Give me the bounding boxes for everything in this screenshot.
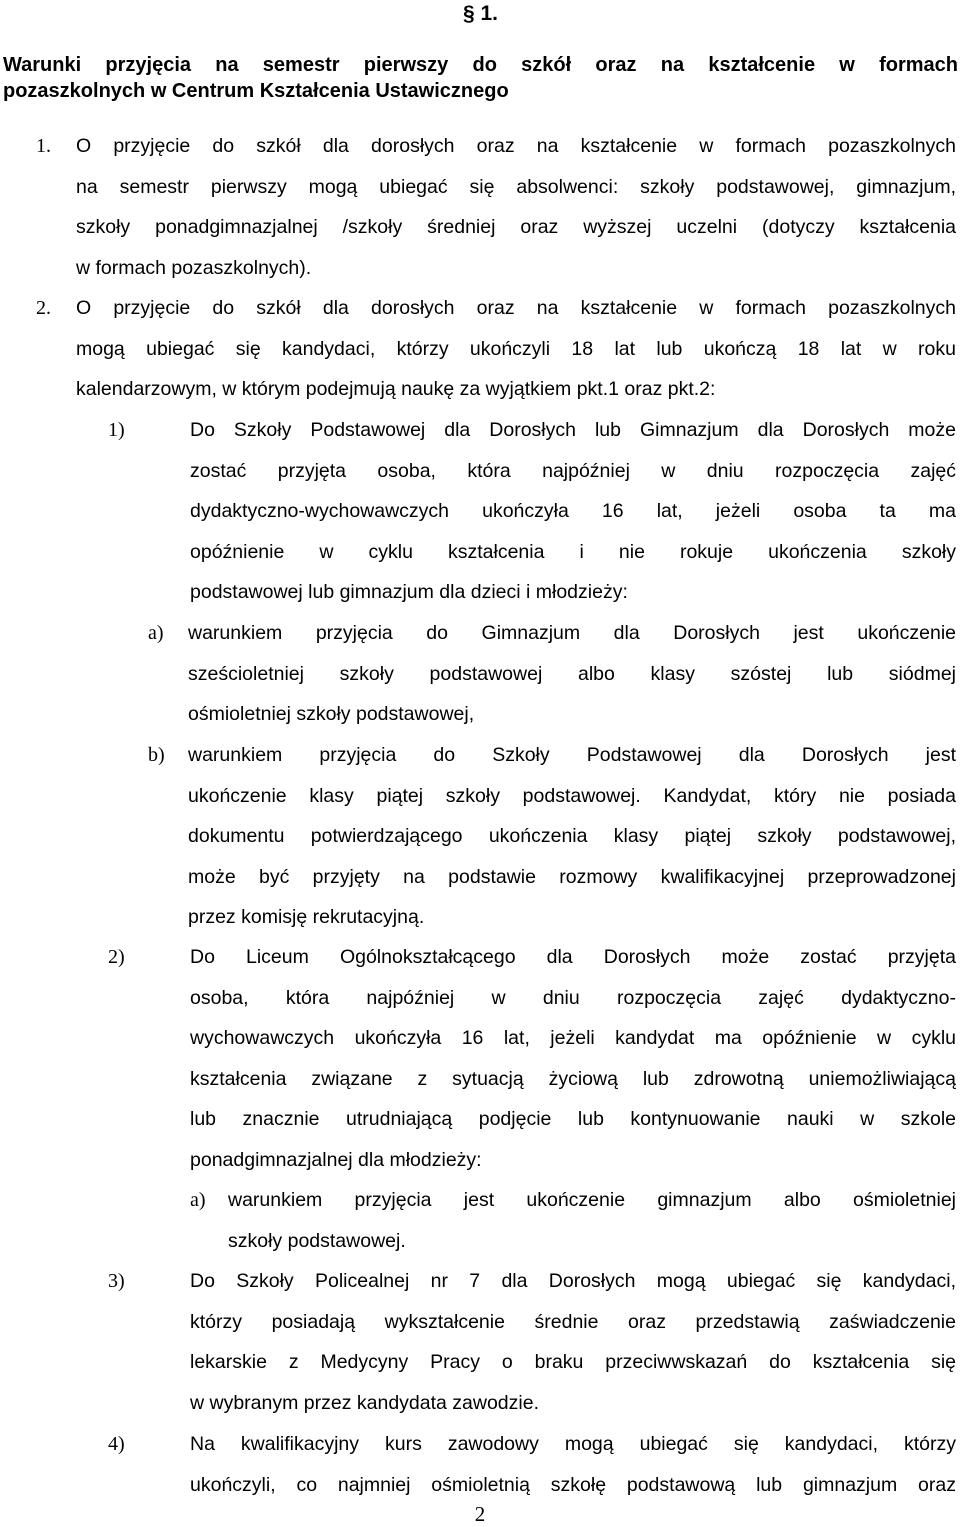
paragraph-line: sześcioletniej szkoły podstawowej albo klasy szóstej lub siódmej [188, 662, 956, 685]
paragraph-line: w formach pozaszkolnych). [76, 256, 312, 279]
paragraph-line: opóźnienie w cyklu kształcenia i nie rokuje ukończenia szkoły [190, 540, 956, 563]
heading-line: pozaszkolnych w Centrum Kształcenia Ustawicznego [3, 80, 509, 102]
paragraph-line: Na kwalifikacyjny kurs zawodowy mogą ubiegać się kandydaci, którzy [190, 1433, 956, 1455]
section-number: § 1. [462, 2, 498, 25]
paragraph-line: Do Liceum Ogólnokształcącego dla Dorosłych może zostać przyjęta [190, 946, 956, 968]
paragraph-line: O przyjęcie do szkół dla dorosłych oraz na kształcenie w formach pozaszkolnych [76, 135, 956, 157]
list-marker: 4) [108, 1433, 125, 1455]
paragraph-line: ukończenie klasy piątej szkoły podstawowej. Kandydat, który nie posiada [188, 784, 956, 807]
paragraph-line: może być przyjęty na podstawie rozmowy kwalifikacyjnej przeprowadzonej [188, 865, 956, 888]
list-marker: b) [148, 744, 165, 766]
heading-line: Warunki przyjęcia na semestr pierwszy do szkół oraz na kształcenie w formach [3, 54, 958, 76]
paragraph-line: ośmioletniej szkoły podstawowej, [188, 703, 475, 726]
paragraph-line: mogą ubiegać się kandydaci, którzy ukończyli 18 lat lub ukończą 18 lat w roku [76, 337, 956, 360]
section-heading [3, 52, 958, 104]
paragraph-line: szkoły ponadgimnazjalnej /szkoły średniej oraz wyższej uczelni (dotyczy kształcenia [76, 216, 956, 239]
paragraph-line: ukończyli, co najmniej ośmioletnią szkołę podstawową lub gimnazjum oraz [190, 1473, 956, 1496]
page-number: 2 [474, 1502, 486, 1526]
paragraph-line: wychowawczych ukończyła 16 lat, jeżeli kandydat ma opóźnienie w cyklu [190, 1027, 956, 1050]
paragraph-line: lekarskie z Medycyny Pracy o braku przeciwwskazań do kształcenia się [190, 1351, 956, 1374]
paragraph-line: warunkiem przyjęcia jest ukończenie gimnazjum albo ośmioletniej [228, 1189, 956, 1211]
paragraph-line: dokumentu potwierdzającego ukończenia klasy piątej szkoły podstawowej, [188, 825, 956, 848]
paragraph-line: dydaktyczno-wychowawczych ukończyła 16 lat, jeżeli osoba ta ma [190, 500, 956, 523]
list-marker: a) [148, 622, 164, 644]
list-marker: 1. [36, 135, 51, 157]
paragraph-line: którzy posiadają wykształcenie średnie oraz przedstawią zaświadczenie [190, 1310, 956, 1333]
paragraph-line: osoba, która najpóźniej w dniu rozpoczęcia zajęć dydaktyczno- [190, 986, 956, 1009]
paragraph-line: szkoły podstawowej. [228, 1229, 406, 1252]
paragraph-line: przez komisję rekrutacyjną. [188, 906, 425, 929]
paragraph-line: zostać przyjęta osoba, która najpóźniej w dniu rozpoczęcia zajęć [190, 459, 956, 482]
paragraph-line: podstawowej lub gimnazjum dla dzieci i młodzieży: [190, 581, 628, 604]
paragraph-line: Do Szkoły Policealnej nr 7 dla Dorosłych mogą ubiegać się kandydaci, [190, 1270, 956, 1292]
paragraph-line: w wybranym przez kandydata zawodzie. [190, 1391, 539, 1414]
paragraph-line: O przyjęcie do szkół dla dorosłych oraz na kształcenie w formach pozaszkolnych [76, 297, 956, 319]
paragraph-line: warunkiem przyjęcia do Szkoły Podstawowej dla Dorosłych jest [188, 744, 956, 766]
list-marker: 2. [36, 297, 51, 319]
paragraph-line: kształcenia związane z sytuacją życiową lub zdrowotną uniemożliwiającą [190, 1067, 956, 1090]
paragraph-line: Do Szkoły Podstawowej dla Dorosłych lub Gimnazjum dla Dorosłych może [190, 419, 956, 441]
paragraph-line: ponadgimnazjalnej dla młodzieży: [190, 1149, 482, 1171]
list-marker: 3) [108, 1270, 125, 1292]
paragraph-line: kalendarzowym, w którym podejmują naukę za wyjątkiem pkt.1 oraz pkt.2: [76, 378, 716, 401]
paragraph-line: lub znacznie utrudniającą podjęcie lub kontynuowanie nauki w szkole [190, 1108, 956, 1131]
list-marker: 1) [108, 419, 125, 441]
list-marker: a) [190, 1189, 206, 1211]
paragraph-line: na semestr pierwszy mogą ubiegać się absolwenci: szkoły podstawowej, gimnazjum, [76, 175, 956, 198]
list-marker: 2) [108, 946, 125, 968]
paragraph-line: warunkiem przyjęcia do Gimnazjum dla Dorosłych jest ukończenie [188, 622, 956, 644]
